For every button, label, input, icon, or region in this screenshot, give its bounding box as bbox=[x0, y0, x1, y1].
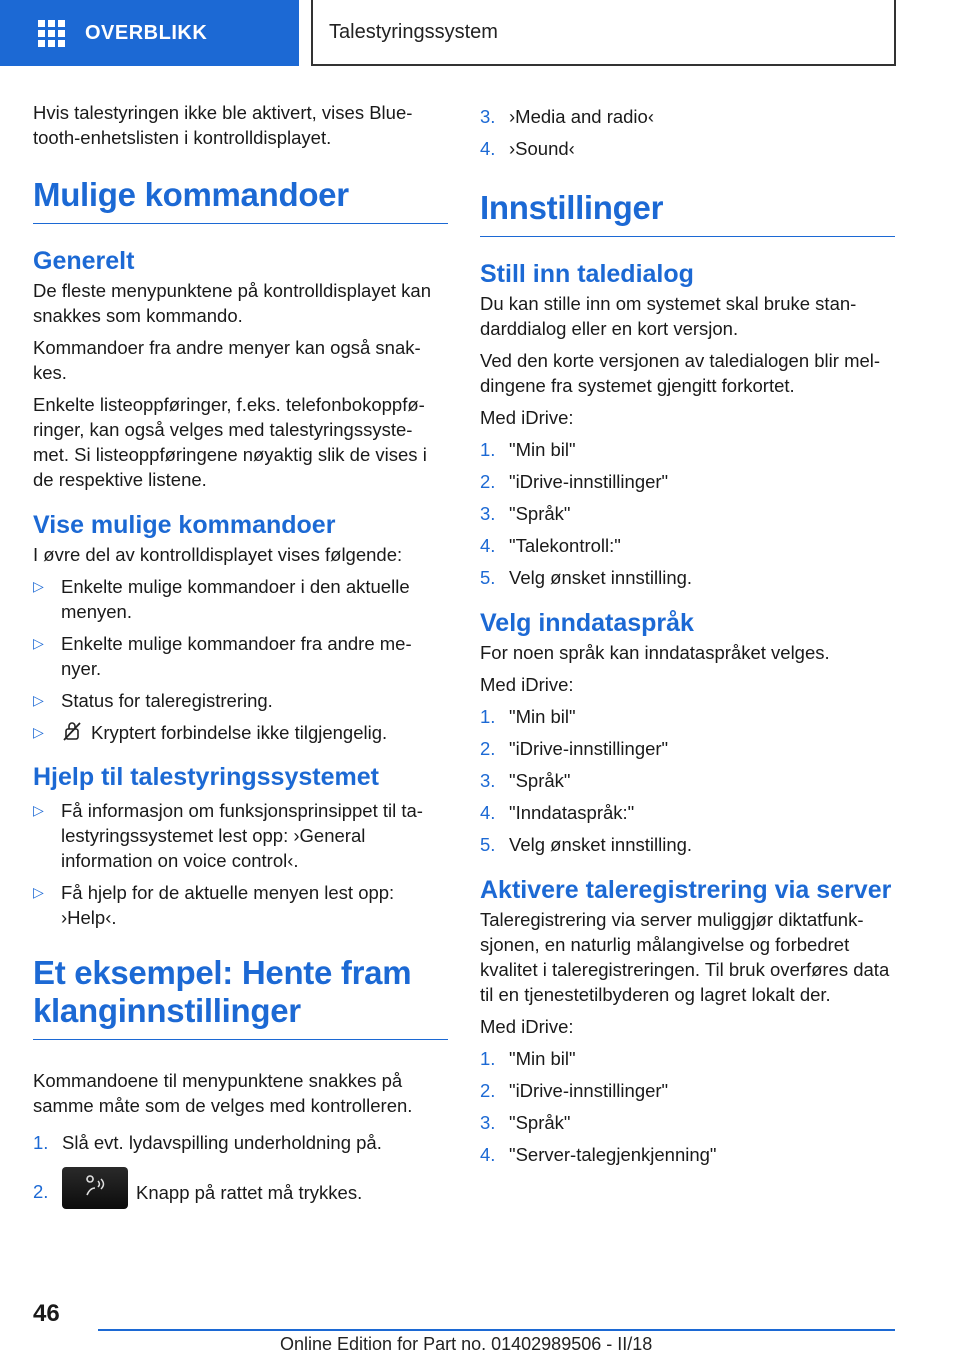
list-item: ▷ Enkelte mulige kommandoer fra andre me-nyer. bbox=[33, 633, 412, 679]
list-item: 2. "iDrive-innstillinger" bbox=[480, 471, 669, 492]
list-item: ▷ Status for taleregistrering. bbox=[33, 690, 273, 711]
example-paragraph: Kommandoene til menypunktene snakkes på samme måte som de velges med kontrolleren. bbox=[33, 1070, 413, 1117]
list-item: 4. "Inndataspråk:" bbox=[480, 802, 635, 823]
footer-divider bbox=[98, 1329, 895, 1331]
section-title: Talestyringssystem bbox=[311, 0, 896, 66]
general-paragraph-2: Kommandoer fra andre menyer kan også snak-kes. bbox=[33, 337, 421, 383]
list-item: 5. Velg ønsket innstilling. bbox=[480, 834, 693, 855]
heading-server: Aktivere taleregistrering via server bbox=[480, 876, 892, 904]
list-item: 1. "Min bil" bbox=[480, 439, 576, 460]
general-paragraph-1: De fleste menypunktene på kontrolldisplayet kan snakkes som kommando. bbox=[33, 280, 431, 326]
left-column bbox=[33, 100, 448, 1217]
heading-show-commands: Vise mulige kommandoer bbox=[33, 511, 336, 539]
show-list bbox=[33, 574, 448, 748]
list-item: ▷ Få informasjon om funksjonsprinsippet til ta-lestyringssystemet lest opp: ›General information on voice control‹. bbox=[33, 800, 423, 872]
dialog-paragraph-2: Ved den korte versjonen av taledialogen blir mel-dingene fra systemet gjengitt forkortet. bbox=[480, 350, 881, 396]
overview-label: OVERBLIKK bbox=[85, 21, 208, 44]
dialog-steps bbox=[480, 437, 895, 590]
heading-input-language: Velg inndataspråk bbox=[480, 609, 694, 637]
steering-wheel-voice-button-icon bbox=[62, 1167, 128, 1209]
show-paragraph: I øvre del av kontrolldisplayet vises følgende: bbox=[33, 544, 403, 565]
list-item: 2. Knapp på rattet må trykkes. bbox=[33, 1179, 448, 1209]
input-paragraph-1: For noen språk kan inndataspråket velges. bbox=[480, 642, 830, 663]
dialog-paragraph-1: Du kan stille inn om systemet skal bruke stan-darddialog eller en kort versjon. bbox=[480, 293, 857, 339]
example-steps bbox=[33, 1130, 448, 1209]
server-paragraph-1: Taleregistrering via server muliggjør diktatfunk-sjonen, en naturlig målangivelse og forbedret kvalitet i taleregistreringen. Til bruk overføres data til en tjenestetilbyderen og lagret lokalt der. bbox=[480, 909, 890, 1005]
heading-dialog: Still inn taledialog bbox=[480, 260, 694, 288]
server-paragraph-2: Med iDrive: bbox=[480, 1016, 574, 1037]
help-list bbox=[33, 798, 448, 930]
list-item: ▷ Enkelte mulige kommandoer i den aktuelle menyen. bbox=[33, 576, 410, 622]
heading-settings: Innstillinger bbox=[480, 189, 895, 237]
list-item: 2. "iDrive-innstillinger" bbox=[480, 738, 669, 759]
page-number: 46 bbox=[33, 1300, 60, 1327]
grid-icon bbox=[38, 20, 65, 47]
triangle-bullet-icon: ▷ bbox=[33, 884, 44, 901]
heading-commands: Mulige kommandoer bbox=[33, 176, 448, 224]
list-item: ▷ Kryptert forbindelse ikke tilgjengelig. bbox=[33, 720, 448, 748]
triangle-bullet-icon: ▷ bbox=[33, 692, 44, 708]
list-item: 4. "Server-talegjenkjenning" bbox=[480, 1144, 717, 1165]
input-paragraph-2: Med iDrive: bbox=[480, 674, 574, 695]
list-item: 3. "Språk" bbox=[480, 1112, 571, 1133]
list-item: 2. "iDrive-innstillinger" bbox=[480, 1080, 669, 1101]
server-steps bbox=[480, 1046, 895, 1167]
list-item: 3. "Språk" bbox=[480, 770, 571, 791]
intro-paragraph: Hvis talestyringen ikke ble aktivert, vises Blue-tooth-enhetslisten i kontrolldisplayet. bbox=[33, 102, 413, 148]
list-item: 3. "Språk" bbox=[480, 503, 571, 524]
list-item: 4. ›Sound‹ bbox=[480, 138, 575, 159]
heading-help: Hjelp til talestyringssystemet bbox=[33, 763, 379, 792]
overview-tab[interactable] bbox=[0, 0, 299, 66]
triangle-bullet-icon: ▷ bbox=[33, 578, 44, 594]
triangle-bullet-icon: ▷ bbox=[33, 635, 44, 651]
list-item: 4. "Talekontroll:" bbox=[480, 535, 621, 556]
list-item: 1. "Min bil" bbox=[480, 1048, 576, 1069]
heading-general: Generelt bbox=[33, 247, 135, 275]
heading-example: Et eksempel: Hente fram klanginnstillinger bbox=[33, 954, 448, 1040]
triangle-bullet-icon: ▷ bbox=[33, 724, 44, 740]
input-steps bbox=[480, 704, 895, 857]
list-item: ▷ Få hjelp for de aktuelle menyen lest opp: ›Help‹. bbox=[33, 882, 395, 929]
general-paragraph-3: Enkelte listeoppføringer, f.eks. telefonbokoppfø-ringer, kan også velges med talestyringssyste-met. Si listeoppføringene nøyaktig slik de vises i de respektive listene. bbox=[33, 394, 427, 490]
list-item: 5. Velg ønsket innstilling. bbox=[480, 567, 693, 588]
dialog-paragraph-3: Med iDrive: bbox=[480, 407, 574, 428]
edition-text: Online Edition for Part no. 01402989506 - II/18 bbox=[280, 1334, 653, 1354]
list-item: 1. Slå evt. lydavspilling underholdning på. bbox=[33, 1132, 382, 1154]
encryption-unavailable-icon bbox=[61, 720, 83, 748]
list-item: 3. ›Media and radio‹ bbox=[480, 106, 654, 127]
triangle-bullet-icon: ▷ bbox=[33, 802, 44, 819]
right-column bbox=[480, 100, 895, 1175]
example-steps-continued bbox=[480, 104, 895, 161]
list-item: 1. "Min bil" bbox=[480, 706, 576, 727]
